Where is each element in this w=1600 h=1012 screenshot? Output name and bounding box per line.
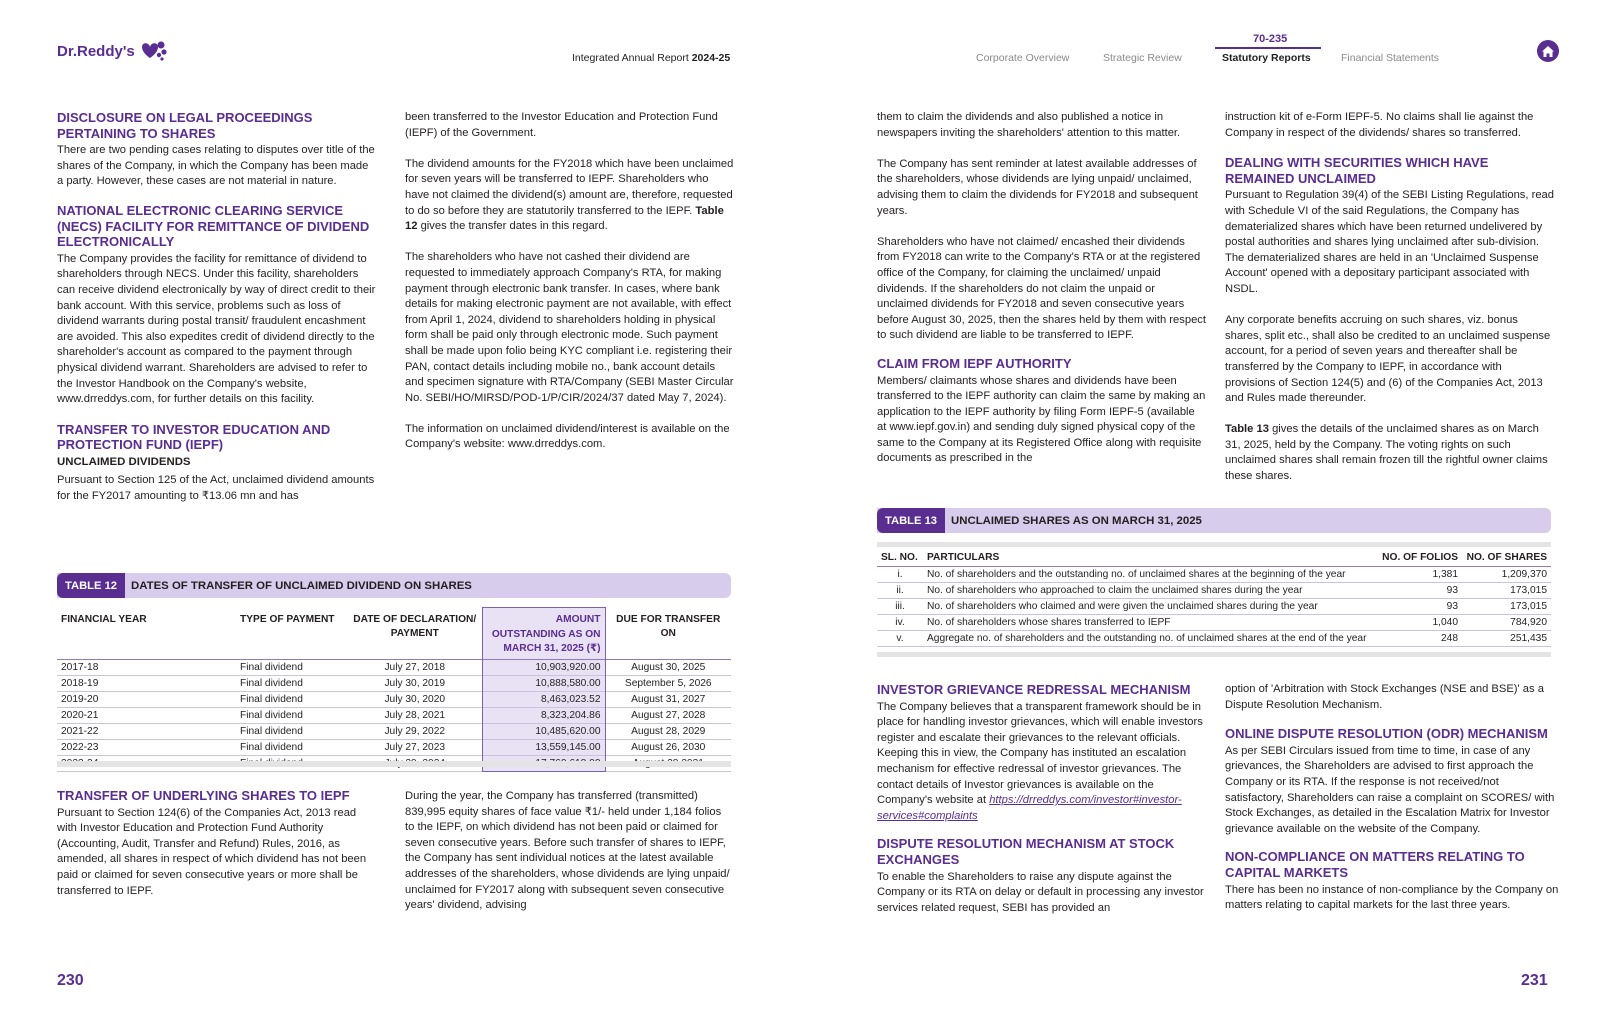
table-12-bottom-band (57, 761, 731, 767)
table-12-header-row (57, 608, 731, 660)
transfer-shares-heading: TRANSFER OF UNDERLYING SHARES TO IEPF (57, 788, 350, 803)
uncashed-dividend-text: The shareholders who have not cashed their dividend are requested to immediately approach Company's RTA, for making payment through electronic bank transfer. In cases, where bank details for making electronic payment are not available, with effect from April 1, 2024, dividend to shareholders holding in physical form shall be paid only through electronic mode. Such payment shall be made upon folio being KYC compliant i.e. registering their PAN, contact details including mobile no., bank account details and specimen signature with RTA/Company (SEBI Master Circular No. SEBI/HO/MIRSD/POD-1/P/CIR/2024/37 dated May 7, 2024). (405, 251, 734, 404)
table-cell: Final dividend (240, 661, 303, 673)
nav-statutory-reports[interactable]: Statutory Reports (1222, 52, 1311, 64)
table-cell: 10,485,620.00 (482, 723, 605, 739)
table-cell: 1,040 (1432, 617, 1458, 628)
table-cell: 2021-22 (61, 725, 99, 737)
table-row (877, 567, 1551, 583)
table-13-tag: TABLE 13 (877, 508, 945, 533)
table-cell: 173,015 (1510, 601, 1547, 612)
iepf-continuation-text: been transferred to the Investor Education and Protection Fund (IEPF) of the Government. (405, 111, 718, 139)
table-cell: iv. (895, 617, 905, 628)
right-bottom-column-2 (1225, 682, 1560, 914)
dispute-resolution-text: To enable the Shareholders to raise any dispute against the Company or its RTA on delay or default in processing any investor services related request, SEBI has provided an (877, 870, 1204, 914)
table-cell: 2019-20 (61, 693, 99, 705)
nav-active-underline (1215, 47, 1321, 49)
dealing-securities-text: Pursuant to Regulation 39(4) of the SEBI Listing Regulations, read with Schedule VI of the said Regulations, the Company has dematerialized shares which have been returned undelivered by postal authorities and shares lying unclaimed after sub-division. The dematerialized shares are held in an 'Unclaimed Suspense Account' opened with a depositary participant associated with NSDL. (1225, 189, 1554, 295)
table-cell: 1,209,370 (1501, 569, 1547, 580)
table-cell: 248 (1441, 633, 1458, 644)
iepf5-continuation-text: instruction kit of e-Form IEPF-5. No claims shall lie against the Company in respect of the dividends/ shares so transferred. (1225, 111, 1534, 139)
table-cell: August 30, 2025 (631, 661, 706, 673)
col-type-of-payment: TYPE OF PAYMENT (240, 613, 335, 625)
non-compliance-text: There has been no instance of non-compliance by the Company on matters relating to capital markets for the last three years. (1225, 883, 1559, 912)
nav-strategic-review[interactable]: Strategic Review (1103, 52, 1182, 64)
necs-text: The Company provides the facility for remittance of dividend to shareholders through NECS. Under this facility, shareholders can receive dividend electronically by way of direct credit to their bank account. With this service, problems such as loss of dividend warrants during postal transit/ fraudulent encashment are avoided. This also expedites credit of dividend directly to the shareholder's account as compared to the payment through physical dividend warrant. Shareholders are advised to refer to the Investor Handbook on the Company's website, www.drreddys.com, for further details on this facility. (57, 252, 376, 406)
table-cell: July 30, 2019 (384, 677, 446, 689)
table-cell: 2018-19 (61, 677, 99, 689)
claim-iepf-text: Members/ claimants whose shares and dividends have been transferred to the IEPF authority can claim the same by making an application to the IEPF authority by filing Form IEPF-5 (available at www.iepf.gov.in) and sending duly signed physical copy of the same to the Company at its Registered Office along with requisite documents as prescribed in the (877, 374, 1206, 465)
reminder-text: The Company has sent reminder at latest available addresses of the shareholders, whose dividends are lying unpaid/ unclaimed, advising them to claim the dividends for FY2018 and subsequent years. (877, 157, 1198, 217)
table-cell: July 29, 2022 (384, 725, 446, 737)
home-button[interactable] (1537, 40, 1559, 62)
table-cell: July 30, 2020 (384, 693, 446, 705)
table-12-title: DATES OF TRANSFER OF UNCLAIMED DIVIDEND ON SHARES (131, 579, 472, 592)
left-bottom-column-2 (405, 789, 730, 914)
table-cell: 13,559,145.00 (482, 739, 605, 755)
table-cell: August 26, 2030 (631, 741, 706, 753)
table-cell: 10,888,580.00 (482, 675, 605, 691)
table-13-intro-text: Table 13 gives the details of the unclaimed shares as on March 31, 2025, held by the Company. The voting rights on such unclaimed shares shall remain frozen till the rightful owner claims these shares. (1225, 423, 1548, 483)
table-12-banner (57, 573, 731, 598)
shares-transferred-text: During the year, the Company has transferred (transmitted) 839,995 equity shares of face value ₹1/- held under 1,184 folios to the IEPF, on which dividend has not been paid or claimed for seven consecutive years. Before such transfer of shares to IEPF, the Company has sent individual notices at the latest available addresses of the shareholders, whose dividends are lying unpaid/ unclaimed for FY2017 along with subsequent seven consecutive years' dividend, advising (405, 790, 730, 912)
company-logo (57, 39, 168, 63)
table-13-banner (877, 508, 1551, 533)
table-row (877, 583, 1551, 599)
table-row (57, 659, 731, 675)
table-cell: August 31, 2027 (631, 693, 706, 705)
corporate-benefits-text: Any corporate benefits accruing on such shares, viz. bonus shares, split etc., shall also be credited to an unclaimed suspense account, for a period of seven years and thereafter shall be transferred by the Company to IEPF, in accordance with provisions of Section 124(5) and (6) of the Companies Act, 2013 and Rules made thereunder. (1225, 314, 1551, 405)
right-column-2 (1225, 110, 1555, 485)
claim-iepf-heading: CLAIM FROM IEPF AUTHORITY (877, 355, 1072, 371)
col-particulars: PARTICULARS (927, 552, 1000, 563)
odr-heading: ONLINE DISPUTE RESOLUTION (ODR) MECHANISM (1225, 726, 1548, 742)
nav-financial-statements[interactable]: Financial Statements (1341, 52, 1440, 64)
table-row (57, 739, 731, 755)
table-cell: No. of shareholders who claimed and were given the unclaimed shares during the year (927, 601, 1318, 612)
col-due-for-transfer: DUE FOR TRANSFER ON (616, 613, 721, 639)
table-cell: Final dividend (240, 741, 303, 753)
col-amount-outstanding: AMOUNT OUTSTANDING AS ON MARCH 31, 2025 (₹) (482, 608, 605, 660)
table-cell: 10,903,920.00 (482, 659, 605, 675)
notice-text: them to claim the dividends and also published a notice in newspapers inviting the shareholders' attention to this matter. (877, 111, 1181, 139)
nav-corporate-overview[interactable]: Corporate Overview (976, 52, 1070, 64)
table-cell: 2020-21 (61, 709, 99, 721)
transfer-shares-text: Pursuant to Section 124(6) of the Companies Act, 2013 read with Investor Education and Protection Fund Authority (Accounting, Audit, Transfer and Refund) Rules, 2016, as amended, all shares in respect of which dividend has not been paid or claimed for seven consecutive years or more shall be transferred to IEPF. (57, 806, 367, 897)
table-cell: August 28, 2029 (631, 725, 706, 737)
table-cell: No. of shareholders who approached to claim the unclaimed shares during the year (927, 585, 1303, 596)
table-cell: August 27, 2028 (631, 709, 706, 721)
table-cell: Aggregate no. of shareholders and the outstanding no. of unclaimed shares at the end of the year (927, 633, 1367, 644)
report-title: Integrated Annual Report 2024-25 (572, 52, 731, 64)
table-cell: 8,323,204.86 (482, 707, 605, 723)
table-cell: 2017-18 (61, 661, 99, 673)
unclaimed-dividends-subheading: UNCLAIMED DIVIDENDS (57, 455, 191, 468)
table-row (877, 615, 1551, 631)
legal-proceedings-heading: DISCLOSURE ON LEGAL PROCEEDINGS PERTAINING TO SHARES (57, 110, 313, 141)
arbitration-text: option of 'Arbitration with Stock Exchanges (NSE and BSE)' as a Dispute Resolution Mechanism. (1225, 683, 1544, 711)
table-12 (57, 607, 731, 772)
col-financial-year: FINANCIAL YEAR (61, 613, 147, 625)
table-13 (877, 547, 1551, 647)
non-compliance-heading: NON-COMPLIANCE ON MATTERS RELATING TO CAPITAL MARKETS (1225, 849, 1525, 880)
table-cell: No. of shareholders whose shares transferred to IEPF (927, 617, 1171, 628)
table-row (57, 691, 731, 707)
col-no-of-shares: NO. OF SHARES (1466, 552, 1547, 563)
odr-text: As per SEBI Circulars issued from time to time, in case of any grievances, the Shareholders are advised to first approach the Company or its RTA. If the response is not received/not satisfactory, Shareholders can raise a complaint on SCORES/ with Stock Exchanges, as detailed in the Escalation Matrix for Investor grievance available on the website of the Company. (1225, 744, 1555, 835)
left-bottom-column-1 (57, 788, 377, 899)
col-date-of-declaration: DATE OF DECLARATION/ PAYMENT (353, 613, 477, 639)
iepf-heading: TRANSFER TO INVESTOR EDUCATION AND PROTECTION FUND (IEPF) (57, 421, 331, 453)
table-12-reference: Table 12 (405, 204, 724, 233)
table-13-title: UNCLAIMED SHARES AS ON MARCH 31, 2025 (951, 514, 1202, 527)
table-cell: Final dividend (240, 677, 303, 689)
claim-dividend-text: Shareholders who have not claimed/ encashed their dividends from FY2018 can write to the Company's RTA or at the registered office of the Company, for claiming the unclaimed/ unpaid dividends. If the shareholders do not claim the unpaid or unclaimed dividends for FY2018 and seven consecutive years before August 30, 2025, then the shares held by them with respect to such dividend are liable to be transferred to IEPF. (877, 235, 1206, 342)
right-column-1 (877, 110, 1207, 467)
table-cell: i. (897, 569, 903, 580)
table-cell: 8,463,023.52 (482, 691, 605, 707)
table-cell: ii. (896, 585, 904, 596)
left-column-1 (57, 110, 377, 505)
col-no-of-folios: NO. OF FOLIOS (1382, 552, 1458, 563)
table-13-bottom-band (877, 652, 1551, 657)
page-range: 70-235 (1253, 33, 1288, 45)
right-bottom-column-1 (877, 682, 1207, 916)
table-row (877, 631, 1551, 647)
left-column-2 (405, 110, 735, 453)
table-cell: iii. (895, 601, 905, 612)
necs-heading: NATIONAL ELECTRONIC CLEARING SERVICE (NECS) FACILITY FOR REMITTANCE OF DIVIDEND ELECTRONICALLY (57, 202, 370, 250)
table-cell: July 28, 2021 (384, 709, 446, 721)
unclaimed-dividends-text: Pursuant to Section 125 of the Act, unclaimed dividend amounts for the FY2017 amounting to ₹13.06 mn and has (57, 474, 375, 503)
table-cell: September 5, 2026 (624, 677, 712, 689)
table-cell: 1,381 (1432, 569, 1458, 580)
fy2018-transfer-text: The dividend amounts for the FY2018 which have been unclaimed for seven years will be transferred to IEPF. Shareholders who have not claimed the dividend(s) amount are, therefore, requested to do so before they are statutorily transferred to the IEPF. Table 12 gives the transfer dates in this regard. (405, 157, 734, 233)
table-13-reference: Table 13 (1225, 423, 1269, 436)
dealing-securities-heading: DEALING WITH SECURITIES WHICH HAVE REMAINED UNCLAIMED (1225, 155, 1489, 186)
table-cell: 93 (1446, 585, 1458, 596)
table-cell: Final dividend (240, 693, 303, 705)
page-number-left: 230 (57, 972, 84, 989)
table-cell: 251,435 (1510, 633, 1547, 644)
table-row (57, 707, 731, 723)
table-cell: July 27, 2018 (384, 661, 446, 673)
table-13-header-row (877, 547, 1551, 567)
table-row (57, 675, 731, 691)
table-row (877, 599, 1551, 615)
unclaimed-info-text: The information on unclaimed dividend/interest is available on the Company's website: www.drreddys.com. (405, 422, 730, 451)
grievance-link[interactable]: https://drreddys.com/investor#investor-services#complaints (877, 794, 1182, 822)
table-cell: Final dividend (240, 709, 303, 721)
grievance-text: The Company believes that a transparent framework should be in place for handling investor grievances, which will enable investors register and escalate their grievances to the relevant officials. Keeping this in view, the Company has instituted an escalation mechanism for effective redressal of investor grievances. The contact details of Investor grievances is available on the Company's website at https://drreddys.com/investor#investor-services#complaints (877, 700, 1203, 822)
legal-proceedings-text: There are two pending cases relating to disputes over title of the shares of the Company, in which the Company has been made a party. However, these cases are not material in nature. (57, 144, 375, 188)
table-cell: 93 (1446, 601, 1458, 612)
home-icon (1541, 45, 1555, 58)
dispute-resolution-heading: DISPUTE RESOLUTION MECHANISM AT STOCK EXCHANGES (877, 836, 1175, 867)
table-12-tag: TABLE 12 (57, 573, 125, 598)
logo-mark-icon (138, 39, 168, 63)
page-number-right: 231 (1521, 972, 1548, 989)
table-cell: v. (896, 633, 904, 644)
grievance-heading: INVESTOR GRIEVANCE REDRESSAL MECHANISM (877, 682, 1191, 697)
table-cell: 173,015 (1510, 585, 1547, 596)
table-cell: July 27, 2023 (384, 741, 446, 753)
col-sl-no: SL. NO. (881, 552, 918, 563)
table-cell: 784,920 (1510, 617, 1547, 628)
table-cell: Final dividend (240, 725, 303, 737)
table-cell: No. of shareholders and the outstanding no. of unclaimed shares at the beginning of the year (927, 569, 1346, 580)
logo-text: Dr.Reddy's (57, 42, 135, 60)
table-row (57, 723, 731, 739)
table-cell: 2022-23 (61, 741, 99, 753)
